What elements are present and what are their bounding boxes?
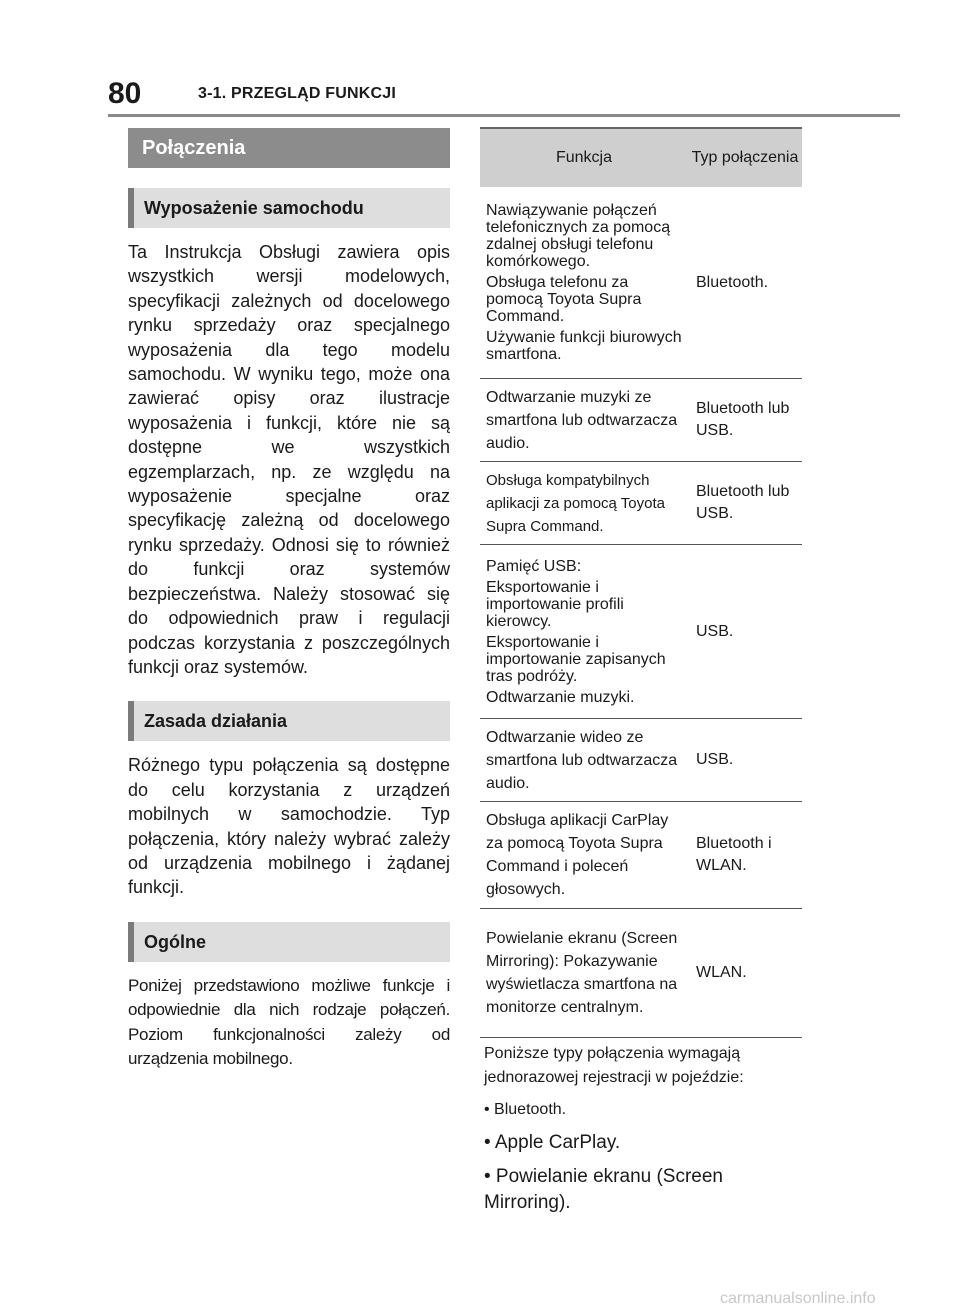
page-header (108, 78, 396, 110)
cell-function: Odtwarzanie muzyki ze smartfona lub odtwarzacza audio. (486, 388, 678, 452)
registration-note (484, 1042, 802, 1224)
watermark: carmanualsonline.info (720, 1290, 876, 1307)
header-type: Typ połączenia (691, 149, 799, 166)
table-row (480, 719, 802, 802)
cell-function: Eksportowanie i importowanie zapisanych tras podróży. (486, 633, 666, 685)
paragraph-principle: Różnego typu połączenia są dostępne do celu korzystania z urządzeń mobilnych w samochodzie. Typ połączenia, który należy wybrać zależy od urządzenia mobilnego i żądanej funkcji. (128, 755, 450, 898)
table-row (480, 802, 802, 909)
left-column (128, 128, 450, 1071)
cell-function: Odtwarzanie wideo ze smartfona lub odtwarzacza audio. (486, 728, 678, 792)
cell-type: Bluetooth i WLAN. (696, 835, 772, 874)
cell-type: USB. (696, 622, 734, 640)
cell-function: Eksportowanie i importowanie profili kierowcy. (486, 578, 624, 630)
bullet-item: • Powielanie ekranu (Screen Mirroring). (484, 1166, 724, 1213)
cell-type: USB. (696, 751, 734, 768)
cell-type: Bluetooth lub USB. (696, 400, 790, 439)
paragraph-general: Poniżej przedstawiono możliwe funkcje i odpowiednie dla nich rodzaje połączeń. Poziom funkcjonalności zależy od urządzenia mobilnego. (128, 975, 450, 1068)
cell-function: Obsługa telefonu za pomocą Toyota Supra Command. (486, 274, 642, 325)
cell-function: Odtwarzanie muzyki. (486, 688, 635, 706)
subheading-equipment: Wyposażenie samochodu (128, 188, 450, 228)
cell-type: Bluetooth. (696, 273, 769, 291)
note-intro: Poniższe typy połączenia wymagają jednorazowej rejestracji w pojeździe: (484, 1045, 744, 1086)
table-row (480, 909, 802, 1038)
table-header (480, 127, 802, 187)
paragraph-equipment: Ta Instrukcja Obsługi zawiera opis wszystkich wersji modelowych, specyfikacji zależnych od docelowego rynku sprzedaży oraz specjalnego wyposażenia dla tego modelu samochodu. W wyniku tego, może ona zawierać opisy oraz ilustracje wyposażenia i funkcji, które nie są dostępne we wszystkich egzemplarzach, np. ze względu na wyposażenie specjalne oraz specyfikację zależną od docelowego rynku sprzedaży. Odnosi się to również do funkcji oraz systemów bezpieczeństwa. Należy stosować się do odpowiednich praw i regulacji podczas korzystania z poszczególnych funkcji oraz systemów. (128, 242, 450, 677)
cell-function: Używanie funkcji biurowych smartfona. (486, 329, 682, 363)
cell-function: Pamięć USB: (486, 557, 582, 575)
table-row (480, 187, 802, 379)
cell-function: Nawiązywanie połączeń telefonicznych za pomocą zdalnej obsługi telefonu komórkowego. (486, 202, 671, 270)
page-number: 80 (108, 77, 142, 110)
cell-function: Obsługa kompatybilnych aplikacji za pomocą Toyota Supra Command. (486, 471, 665, 535)
subheading-principle: Zasada działania (128, 701, 450, 741)
connection-table (480, 127, 802, 1038)
cell-type: Bluetooth lub USB. (696, 483, 790, 522)
cell-type: WLAN. (696, 964, 747, 981)
subheading-general: Ogólne (128, 922, 450, 962)
table-row (480, 379, 802, 462)
header-function: Funkcja (555, 149, 613, 166)
table-row (480, 462, 802, 545)
cell-function: Powielanie ekranu (Screen Mirroring): Pokazywanie wyświetlacza smartfona na monitorze centralnym. (486, 930, 678, 1016)
cell-function: Obsługa aplikacji CarPlay za pomocą Toyota Supra Command i poleceń głosowych. (486, 812, 669, 898)
bullet-item: • Apple CarPlay. (484, 1132, 621, 1153)
chapter-title: 3-1. PRZEGLĄD FUNKCJI (198, 85, 396, 102)
section-banner: Połączenia (128, 128, 450, 168)
header-divider (108, 114, 900, 117)
table-row (480, 545, 802, 719)
bullet-item: • Bluetooth. (484, 1101, 567, 1118)
